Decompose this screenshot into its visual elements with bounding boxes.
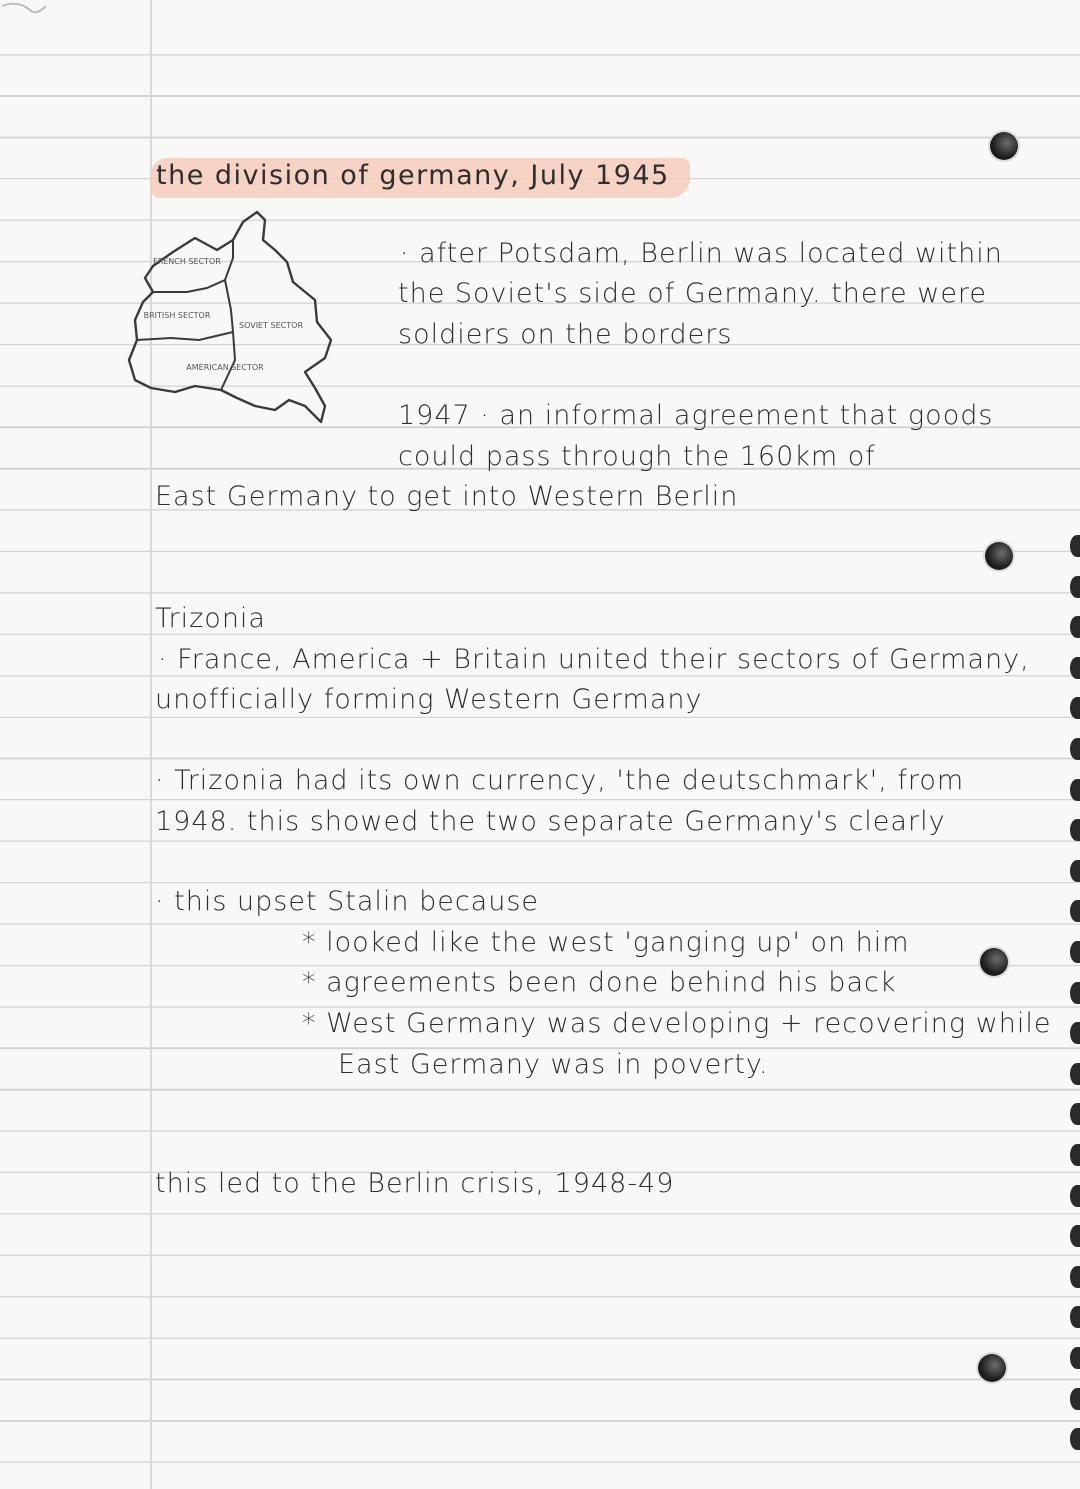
text-line: soldiers on the borders <box>398 319 733 350</box>
text-line: · Trizonia had its own currency, 'the deutschmark', from <box>155 765 965 796</box>
text-line: 1947 · an informal agreement that goods <box>398 400 994 431</box>
binding-hole <box>1070 1103 1080 1125</box>
binding-hole <box>1070 1306 1080 1328</box>
map-label-british-text: BRITISH SECTOR <box>143 311 211 320</box>
binding-hole <box>1070 535 1080 557</box>
text-line: the Soviet's side of Germany. there were <box>398 278 988 309</box>
binding-hole <box>1070 1225 1080 1247</box>
title-text: the division of germany, July 1945 <box>156 160 670 191</box>
binding-hole <box>1070 900 1080 922</box>
map-label-soviet <box>239 321 303 330</box>
decorative-dot-icon <box>980 948 1008 976</box>
list-item: East Germany was in poverty. <box>338 1049 769 1080</box>
list-item: * West Germany was developing + recovering while <box>302 1008 1052 1039</box>
map-label-french <box>153 257 221 266</box>
binding-hole <box>1070 819 1080 841</box>
decorative-dot-icon <box>978 1354 1006 1382</box>
binding-hole <box>1070 1266 1080 1288</box>
page-curl-icon <box>0 0 50 28</box>
binding-hole <box>1070 1185 1080 1207</box>
berlin-sectors-map <box>125 210 360 430</box>
list-item: * agreements been done behind his back <box>302 967 897 998</box>
text-line: · this upset Stalin because <box>155 886 540 917</box>
binding-hole <box>1070 941 1080 963</box>
text-line: · after Potsdam, Berlin was located within <box>400 238 1003 269</box>
sector-border-3 <box>137 332 233 340</box>
binding-hole <box>1070 697 1080 719</box>
binding-hole <box>1070 1347 1080 1369</box>
decorative-dot-icon <box>990 132 1018 160</box>
text-line: East Germany to get into Western Berlin <box>155 481 739 512</box>
binding-hole <box>1070 860 1080 882</box>
section-heading-trizonia: Trizonia <box>155 603 266 634</box>
binding-hole <box>1070 779 1080 801</box>
binding-hole <box>1070 1388 1080 1410</box>
map-label-british <box>144 311 211 320</box>
binding-hole <box>1070 1022 1080 1044</box>
text-line: unofficially forming Western Germany <box>155 684 703 715</box>
conclusion-line: this led to the Berlin crisis, 1948-49 <box>155 1168 675 1199</box>
text-line: could pass through the 160km of <box>398 441 876 472</box>
binding-hole <box>1070 616 1080 638</box>
binding-hole <box>1070 1063 1080 1085</box>
binding-hole <box>1070 576 1080 598</box>
map-label-american-text: AMERICAN SECTOR <box>186 363 264 372</box>
binding-hole <box>1070 1144 1080 1166</box>
map-label-french-text: FRENCH SECTOR <box>153 257 221 266</box>
text-line: · France, America + Britain united their sectors of Germany, <box>158 644 1030 675</box>
binding-hole <box>1070 657 1080 679</box>
binding-hole <box>1070 1428 1080 1450</box>
text-line: 1948. this showed the two separate Germany's clearly <box>155 806 946 837</box>
list-item: * looked like the west 'ganging up' on him <box>302 927 910 958</box>
binding-hole <box>1070 738 1080 760</box>
map-label-american <box>186 363 264 372</box>
map-label-soviet-text: SOVIET SECTOR <box>238 321 304 330</box>
page-title <box>150 150 695 202</box>
decorative-dot-icon <box>985 542 1013 570</box>
binding-hole <box>1070 982 1080 1004</box>
